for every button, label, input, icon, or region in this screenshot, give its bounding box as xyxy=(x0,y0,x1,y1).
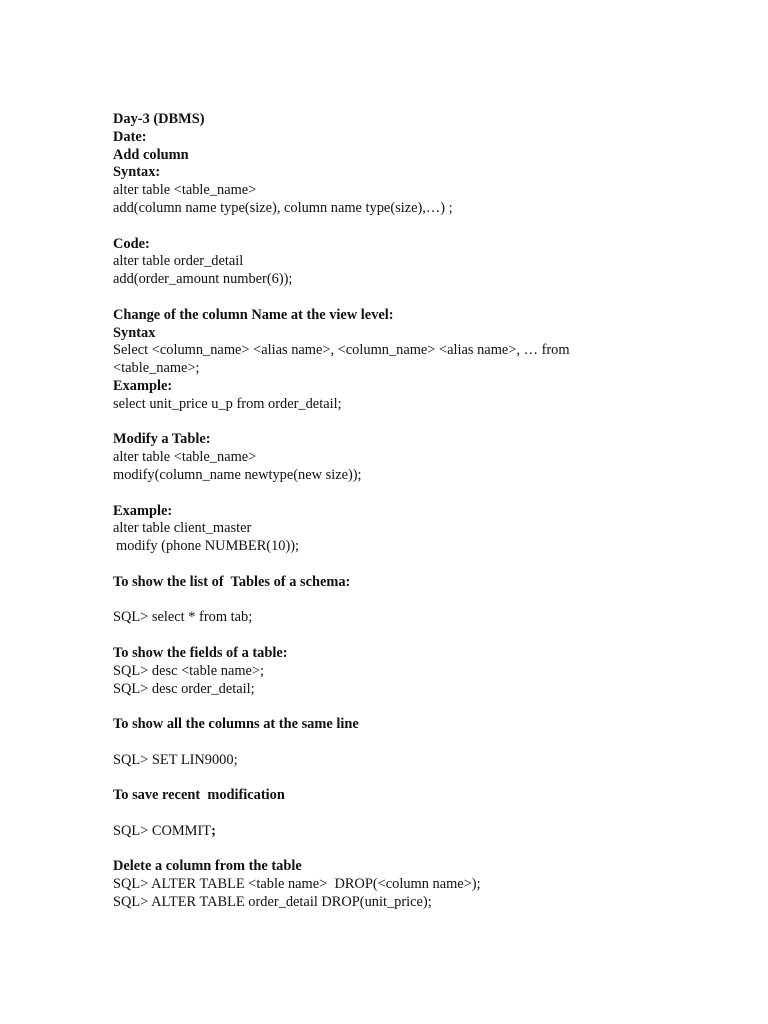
syntax-label: Syntax: xyxy=(113,164,161,181)
example-label: Example: xyxy=(113,377,173,394)
date-label: Date: xyxy=(113,128,147,145)
syntax-line: alter table <table_name> xyxy=(113,449,257,466)
document-page xyxy=(113,111,733,912)
section-add-column xyxy=(113,147,733,289)
section-show-fields xyxy=(113,645,733,698)
example-label: Example: xyxy=(113,502,173,519)
commit-semicolon: ; xyxy=(211,822,216,839)
code-label: Code: xyxy=(113,235,150,252)
blank-line xyxy=(113,592,733,610)
section-heading: Modify a Table: xyxy=(113,431,211,448)
sql-command: SQL> select * from tab; xyxy=(113,609,253,626)
section-show-columns-same-line xyxy=(113,716,733,769)
blank-line xyxy=(113,414,733,432)
sql-command: SQL> SET LIN9000; xyxy=(113,751,238,768)
section-heading: Add column xyxy=(113,146,189,163)
section-heading: Delete a column from the table xyxy=(113,858,302,875)
sql-command: SQL> ALTER TABLE order_detail DROP(unit_price); xyxy=(113,894,432,911)
sql-command: SQL> desc order_detail; xyxy=(113,680,255,697)
sql-command xyxy=(113,823,733,841)
syntax-line: modify(column_name newtype(new size)); xyxy=(113,466,362,483)
blank-line xyxy=(113,627,733,645)
section-save-modification xyxy=(113,787,733,840)
blank-line xyxy=(113,769,733,787)
syntax-line: add(column name type(size), column name type(size),…) ; xyxy=(113,199,453,216)
section-heading: To save recent modification xyxy=(113,787,285,804)
section-heading: To show all the columns at the same line xyxy=(113,716,359,733)
syntax-line: Select <column_name> <alias name>, <column_name> <alias name>, … from xyxy=(113,342,570,359)
syntax-line: <table_name>; xyxy=(113,360,200,377)
section-modify-table xyxy=(113,431,733,556)
code-line: add(order_amount number(6)); xyxy=(113,271,293,288)
example-line: alter table client_master xyxy=(113,520,252,537)
section-heading: To show the fields of a table: xyxy=(113,644,288,661)
section-heading: Change of the column Name at the view level: xyxy=(113,306,394,323)
blank-line xyxy=(113,485,733,503)
syntax-line: alter table <table_name> xyxy=(113,182,257,199)
example-line: modify (phone NUMBER(10)); xyxy=(116,538,300,555)
blank-line xyxy=(113,698,733,716)
blank-line xyxy=(113,556,733,574)
commit-command: SQL> COMMIT xyxy=(113,822,212,839)
example-line: select unit_price u_p from order_detail; xyxy=(113,395,342,412)
section-change-column-name xyxy=(113,307,733,414)
document-title: Day-3 (DBMS) xyxy=(113,111,205,127)
code-line: alter table order_detail xyxy=(113,253,244,270)
blank-line xyxy=(113,841,733,859)
section-delete-column xyxy=(113,858,733,911)
blank-line xyxy=(113,805,733,823)
sql-command: SQL> ALTER TABLE <table name> DROP(<column name>); xyxy=(113,876,481,893)
syntax-label: Syntax xyxy=(113,324,156,341)
sql-command: SQL> desc <table name>; xyxy=(113,662,265,679)
section-show-tables xyxy=(113,574,733,627)
blank-line xyxy=(113,218,733,236)
section-heading: To show the list of Tables of a schema: xyxy=(113,573,351,590)
blank-line xyxy=(113,289,733,307)
blank-line xyxy=(113,734,733,752)
